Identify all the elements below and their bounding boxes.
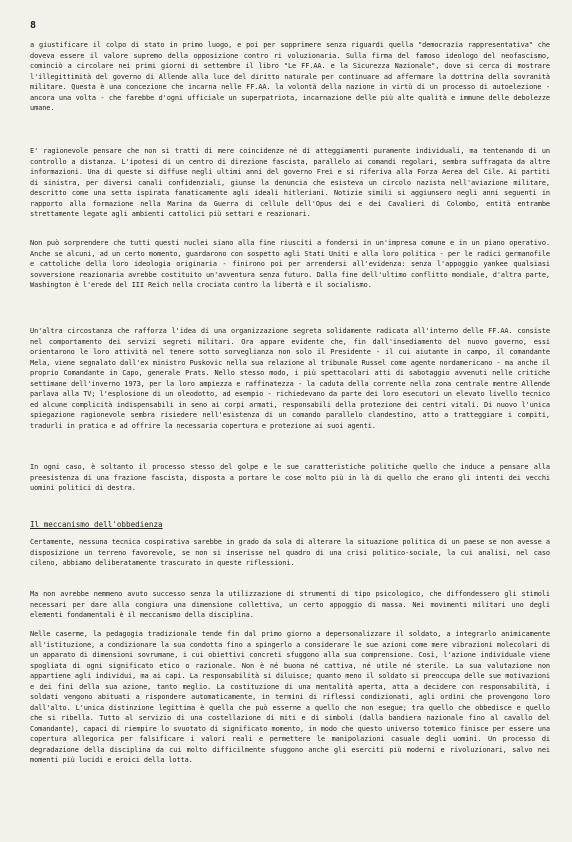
body-paragraph: a giustificare il colpo di stato in primo luogo, e poi per sopprimere senza riguardi quella "democrazia rappresentativa" che doveva essere il valore supremo della opposizione contro ri voluzionaria. Sulla firma del famoso ideologo del neofascismo, cominciò a circolare nei primi giorni di settembre il libro "Le FF.AA. e la Sicurezza Nazionale", dove si cerca di mostrare l'illegittimità del governo di Allende alla luce del diritto naturale per continuare ad affermare la dottrina della sovranità militare. Questa è una concezione che incarna nelle FF.AA. la volontà della nazione in virtù di un processo di autoelezione - ancora una volta - che farebbe d'ogni ufficiale un superpatriota, incarnazione delle più alte qualità e immune delle debolezze umane. xyxy=(30,41,550,112)
body-paragraph: In ogni caso, è soltanto il processo stesso del golpe e le sue caratteristiche politiche quello che induce a pensare alla preesistenza di una frazione fascista, disposta a portare le cose molto più in là di quello che erano gli intenti dei vecchi uomini politici di destra. xyxy=(30,463,550,492)
body-paragraph: E' ragionevole pensare che non si tratti di mere coincidenze né di atteggiamenti puramente individuali, ma tentenando di un controllo a distanza. L'ipotesi di un centro di direzione fascista, parallelo ai comandi regolari, sembra suffragata da altre informazioni. Una di queste si diffuse negli ultimi anni del governo Frei e si riferiva alla Forza Aerea del Cile. Ai partiti di sinistra, per diversi canali confidenziali, giunse la denuncia che esisteva un circolo nazista nell'aviazione militare, descritto come una setta ispirata fanaticamente agli ideali hitleriani. Notizie simili si aggiunsero negli anni seguenti in rapporto alla formazione nella Marina da Guerra di cellule dell'Opus dei e dei Cavalieri di Colombo, entità entrambe strettamente legate agli ambienti cattolici più settari e reazionari. xyxy=(30,147,550,218)
section-heading: Il meccanismo dell'obbedienza xyxy=(30,520,163,529)
body-paragraph: Un'altra circostanza che rafforza l'idea di una organizzazione segreta solidamente radicata all'interno delle FF.AA. consiste nel comportamento dei servizi segreti militari. Ora appare evidente che, fin dall'insediamento del nuovo governo, essi orientarono le loro attività nel tenere sotto sorveglianza non solo il Presidente - il cui aiutante in campo, il comandante Mela, viene segnalato dall'ex ministro Puskovic nella sua relazione al tribunale Russel come agente nordamericano - ma anche il proprio Comandante in Capo, generale Prats. Nello stesso modo, i più spettacolari atti di sabotaggio avvenuti nelle critiche settimane dell'inverno 1973, per la loro ampiezza e raffinatezza - la caduta della corrente nella zona centrale mentre Allende parlava alla TV; l'esplosione di un oleodotto, ad esempio - richiedevano da parte dei loro esecutori un elevato livello tecnico ed alcune complicità indispensabili in seno ai corpi armati, responsabili della protezione dei centri vitali. Di nuovo l'unica spiegazione ragionevole sembra risiedere nell'esistenza di un comando parallelo clandestino, atto a tratteggiare i compiti, tradurli in pratica e ad offrire la necessaria copertura e protezione ai suoi agenti. xyxy=(30,327,550,430)
section-paragraph: Ma non avrebbe nemmeno avuto successo senza la utilizzazione di strumenti di tipo psicologico, che diffondessero gli stimoli necessari per dare alla congiura una dimensione collettiva, un certo appoggio di massa. Nei movimenti militari uno degli elementi fondamentali è il meccanismo della disciplina. xyxy=(30,590,550,619)
section-paragraph: Certamente, nessuna tecnica cospirativa sarebbe in grado da sola di alterare la situazione politica di un paese se non avesse a disposizione un terreno favorevole, se non si inserisse nel quadro di una crisi politico-sociale, la cui analisi, nel caso cileno, abbiamo deliberatamente trascurato in queste riflessioni. xyxy=(30,538,550,567)
body-paragraph: Non può sorprendere che tutti questi nuclei siano alla fine riusciti a fondersi in un'impresa comune e in un piano operativo. Anche se alcuni, ad un certo momento, guardarono con sospetto agli Stati Uniti e alla loro politica - per le radici germanofile e cattoliche della loro ideologia originaria - finirono poi per arrendersi all'evidenza: senza l'appoggio yankee qualsiasi sovversione reazionaria avrebbe costituito un'avventura senza futuro. Dalla fine dell'ultimo conflitto mondiale, d'altra parte, Washington è l'erede del III Reich nella crociata contro la libertà e il socialismo. xyxy=(30,239,550,289)
section-paragraph: Nelle caserme, la pedagogia tradizionale tende fin dal primo giorno a depersonalizzare il soldato, a integrarlo animicamente all'istituzione, a condizionare la sua condotta fino a spingerlo a considerare le sue azioni come mere vibrazioni molecolari di un apparato di dimensioni sovrumane, i cui obiettivi concreti sfuggono alla sua comprensione. Così, l'azione individuale viene spogliata di ogni significato etico o razionale. Non è né buona né cattiva, né utile né sterile. La sua valutazione non appartiene agli individui, ma ai capi. La responsabilità si diluisce; quanto meno il soldato si preoccupa delle sue motivazioni e dei fini della sua azione, tanto meglio. La costituzione di una mentalità aperta, atta a decidere con responsabilità, i soldati vengono abituati a rispondere automaticamente, in termini di riflessi condizionati, agli ordini che provengono loro dall'alto. L'unica distinzione legittima è quella che può esserne a quello che non esegue; tra quello che obbedisce e quello che si ribella. Tutto al servizio di una costellazione di miti e di simboli (dalla bandiera nazionale fino al cavallo del Comandante), capaci di riempire lo svuotato di significato momento, in modo che questo universo totemico finisce per essere una copertura allegorica per falsificare i valori reali e permettere le manipolazioni casuale degli uomini. Un processo di degradazione della disciplina da cui molto difficilmente sfuggono anche gli eserciti più moderni e rivoluzionari, salvo nei momenti più lucidi e eroici della lotta. xyxy=(30,630,550,764)
page-number: 8 xyxy=(30,20,37,31)
